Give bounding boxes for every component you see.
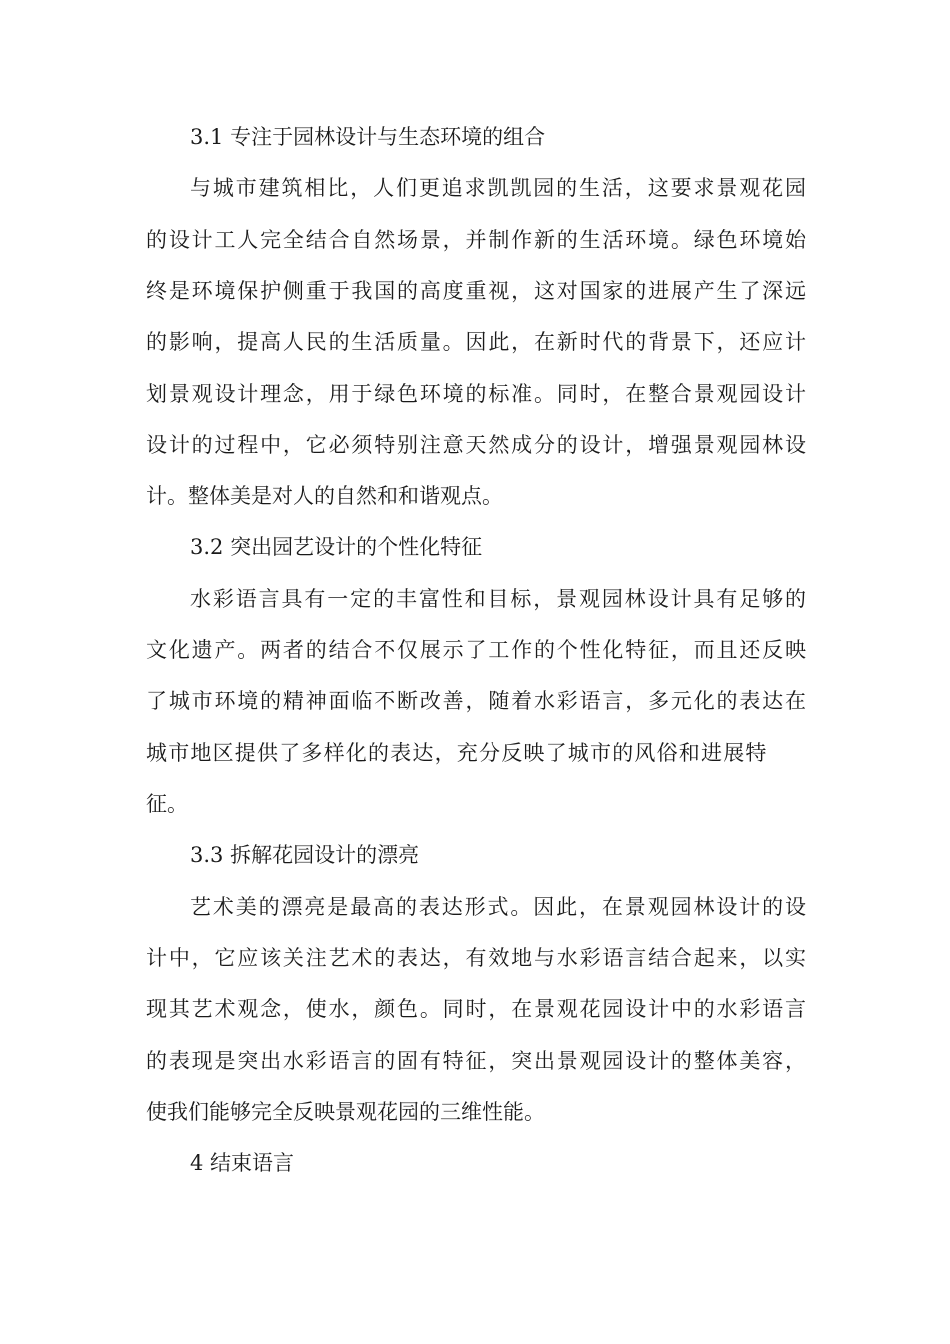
paragraph-line: 的影响，提高人民的生活质量。因此，在新时代的背景下，还应计: [146, 330, 806, 354]
paragraph-line: 划景观设计理念，用于绿色环境的标准。同时，在整合景观园设计: [146, 382, 806, 406]
paragraph-line: 终是环境保护侧重于我国的高度重视，这对国家的进展产生了深远: [146, 279, 806, 303]
paragraph-line: 计中，它应该关注艺术的表达，有效地与水彩语言结合起来，以实: [146, 946, 806, 970]
paragraph-line: 现其艺术观念，使水，颜色。同时，在景观花园设计中的水彩语言: [146, 997, 806, 1021]
paragraph-line: 文化遗产。两者的结合不仅展示了工作的个性化特征，而且还反映: [146, 638, 806, 662]
section-heading-3-1: 3.1 专注于园林设计与生态环境的组合: [190, 125, 546, 149]
section-heading-3-3: 3.3 拆解花园设计的漂亮: [190, 843, 420, 867]
section-heading-4: 4 结束语言: [190, 1151, 295, 1175]
paragraph-line: 的表现是突出水彩语言的固有特征，突出景观园设计的整体美容，: [146, 1049, 806, 1073]
paragraph-line: 使我们能够完全反映景观花园的三维性能。: [146, 1100, 545, 1124]
paragraph-line: 的设计工人完全结合自然场景，并制作新的生活环境。绿色环境始: [146, 228, 806, 252]
paragraph-line: 设计的过程中，它必须特别注意天然成分的设计，增强景观园林设: [146, 433, 806, 457]
paragraph-line: 计。整体美是对人的自然和和谐观点。: [146, 484, 503, 508]
paragraph-line: 艺术美的漂亮是最高的表达形式。因此，在景观园林设计的设: [190, 895, 806, 919]
paragraph-line: 了城市环境的精神面临不断改善，随着水彩语言，多元化的表达在: [146, 689, 806, 713]
paragraph-line: 水彩语言具有一定的丰富性和目标，景观园林设计具有足够的: [190, 587, 806, 611]
paragraph-line: 城市地区提供了多样化的表达，充分反映了城市的风俗和进展特: [146, 741, 768, 765]
section-heading-3-2: 3.2 突出园艺设计的个性化特征: [190, 535, 483, 559]
paragraph-line: 征。: [146, 792, 188, 816]
paragraph-line: 与城市建筑相比，人们更追求凯凯园的生活，这要求景观花园: [190, 176, 806, 200]
